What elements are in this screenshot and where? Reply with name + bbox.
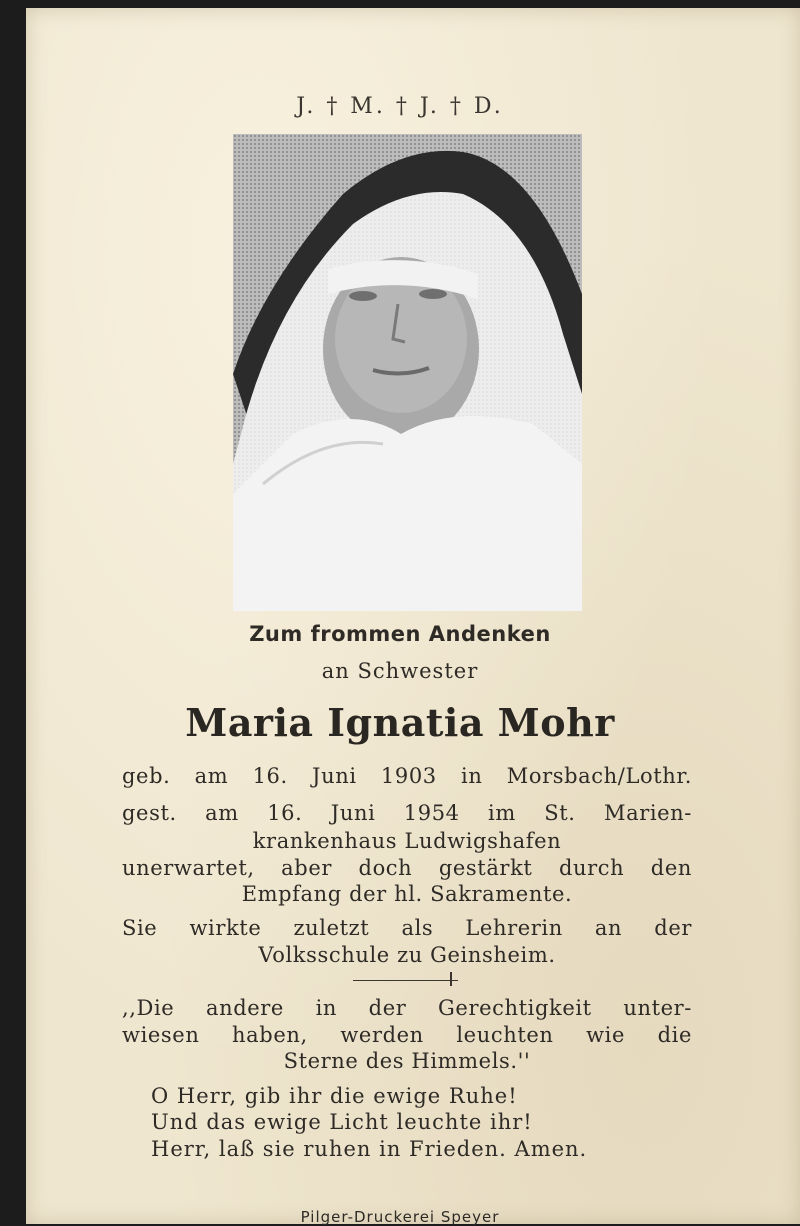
work-line-1: Sie wirkte zuletzt als Lehrerin an der <box>122 916 692 940</box>
death-line-1: gest. am 16. Juni 1954 im St. Marien- <box>122 801 692 825</box>
death-line-4: Empfang der hl. Sakramente. <box>241 882 573 906</box>
quote-line-3: Sterne des Himmels.'' <box>283 1049 531 1073</box>
printer-imprint: Pilger-Druckerei Speyer <box>300 1208 500 1226</box>
portrait-photo <box>233 134 582 611</box>
deceased-name: Maria Ignatia Mohr <box>185 700 615 745</box>
divider-cross-icon <box>450 972 452 986</box>
death-line-2: krankenhaus Ludwigshafen <box>252 829 562 853</box>
divider-line <box>353 980 458 981</box>
work-line-2: Volksschule zu Geinsheim. <box>258 943 556 967</box>
prayer-line-1: O Herr, gib ihr die ewige Ruhe! <box>151 1084 518 1108</box>
monogram: J. † M. † J. † D. <box>296 94 504 119</box>
card-subheading: an Schwester <box>321 659 479 683</box>
card-heading: Zum frommen Andenken <box>249 622 551 646</box>
quote-line-2: wiesen haben, werden leuchten wie die <box>122 1023 692 1047</box>
prayer-line-2: Und das ewige Licht leuchte ihr! <box>151 1110 533 1134</box>
prayer-line-3: Herr, laß sie ruhen in Frieden. Amen. <box>151 1137 588 1161</box>
quote-line-1: ,,Die andere in der Gerechtigkeit unter- <box>122 996 692 1020</box>
birth-line: geb. am 16. Juni 1903 in Morsbach/Lothr. <box>122 764 692 788</box>
death-line-3: unerwartet, aber doch gestärkt durch den <box>122 856 692 880</box>
